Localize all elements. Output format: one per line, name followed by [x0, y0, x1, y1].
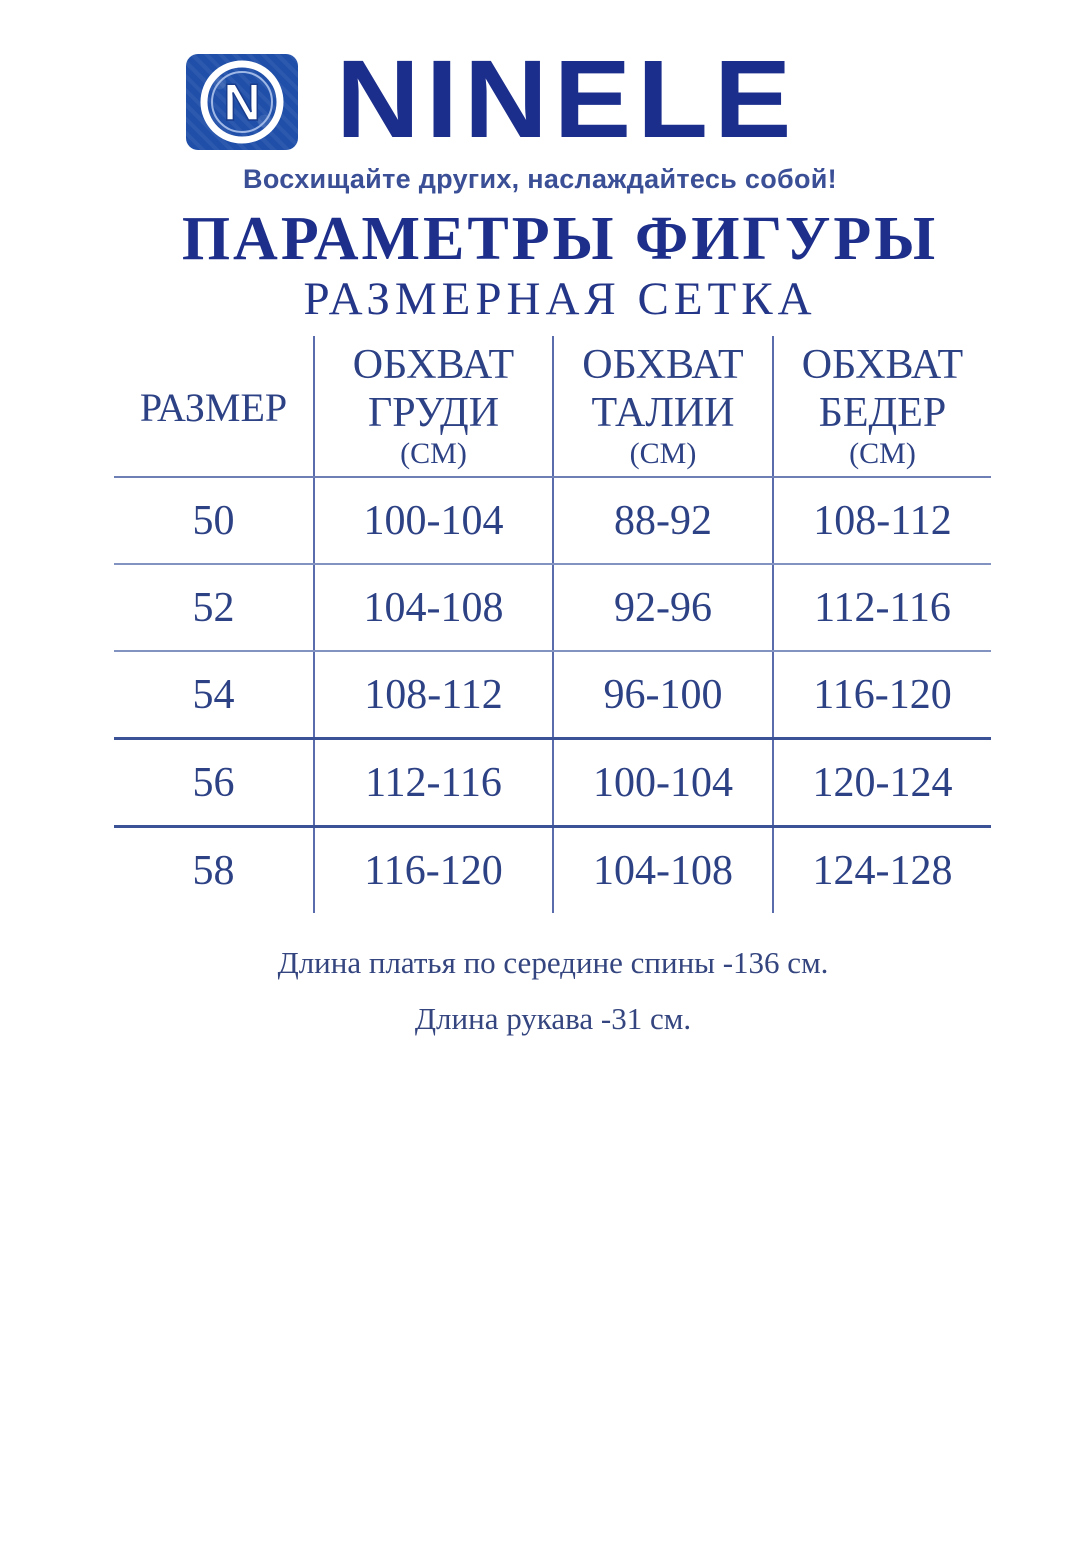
- table-row: [114, 827, 991, 914]
- size-chart-table: [114, 336, 991, 913]
- cell-size: 52: [114, 564, 314, 651]
- note-dress-length: Длина платья по середине спины -136 см.: [277, 945, 829, 980]
- brand-header: [186, 37, 916, 161]
- cell-waist: 92-96: [553, 564, 773, 651]
- header-bust: [314, 336, 553, 477]
- cell-hips: 108-112: [773, 477, 991, 564]
- header-bust-line2: ГРУДИ: [367, 390, 500, 436]
- header-hips-unit: (СМ): [849, 437, 916, 470]
- cell-size: 50: [114, 477, 314, 564]
- brand-name: NINELE: [336, 37, 798, 161]
- cell-size: 56: [114, 739, 314, 827]
- cell-bust: 112-116: [314, 739, 553, 827]
- table-row: [114, 564, 991, 651]
- cell-size: 54: [114, 651, 314, 739]
- header-hips-line2: БЕДЕР: [818, 390, 947, 436]
- cell-bust: 108-112: [314, 651, 553, 739]
- cell-hips: 124-128: [773, 827, 991, 914]
- header-waist: [553, 336, 773, 477]
- header-waist-line1: ОБХВАТ: [582, 342, 744, 388]
- table-header-row: [114, 336, 991, 477]
- table-row: [114, 477, 991, 564]
- cell-bust: 116-120: [314, 827, 553, 914]
- cell-hips: 120-124: [773, 739, 991, 827]
- cell-waist: 100-104: [553, 739, 773, 827]
- header-size: [114, 336, 314, 477]
- note-sleeve-length: Длина рукава -31 см.: [414, 1001, 692, 1036]
- cell-hips: 112-116: [773, 564, 991, 651]
- brand-tagline: Восхищайте других, наслаждайтесь собой!: [243, 164, 837, 194]
- cell-waist: 104-108: [553, 827, 773, 914]
- header-waist-line2: ТАЛИИ: [591, 390, 735, 436]
- page-title: ПАРАМЕТРЫ ФИГУРЫ: [181, 205, 939, 273]
- header-hips-line1: ОБХВАТ: [801, 342, 964, 388]
- header-bust-line1: ОБХВАТ: [352, 342, 515, 388]
- cell-waist: 96-100: [553, 651, 773, 739]
- brand-logo-icon: [186, 54, 298, 150]
- table-row: [114, 651, 991, 739]
- cell-waist: 88-92: [553, 477, 773, 564]
- cell-size: 58: [192, 847, 235, 894]
- header-waist-unit: (СМ): [629, 437, 697, 470]
- table-row: [114, 739, 991, 827]
- header-size-label: РАЗМЕР: [139, 385, 288, 430]
- cell-bust: 100-104: [314, 477, 553, 564]
- cell-bust: 104-108: [314, 564, 553, 651]
- logo-letter: N: [223, 74, 261, 132]
- page-subtitle: РАЗМЕРНАЯ СЕТКА: [303, 273, 817, 325]
- cell-hips: 116-120: [773, 651, 991, 739]
- header-bust-unit: (СМ): [400, 437, 467, 470]
- header-hips: [773, 336, 991, 477]
